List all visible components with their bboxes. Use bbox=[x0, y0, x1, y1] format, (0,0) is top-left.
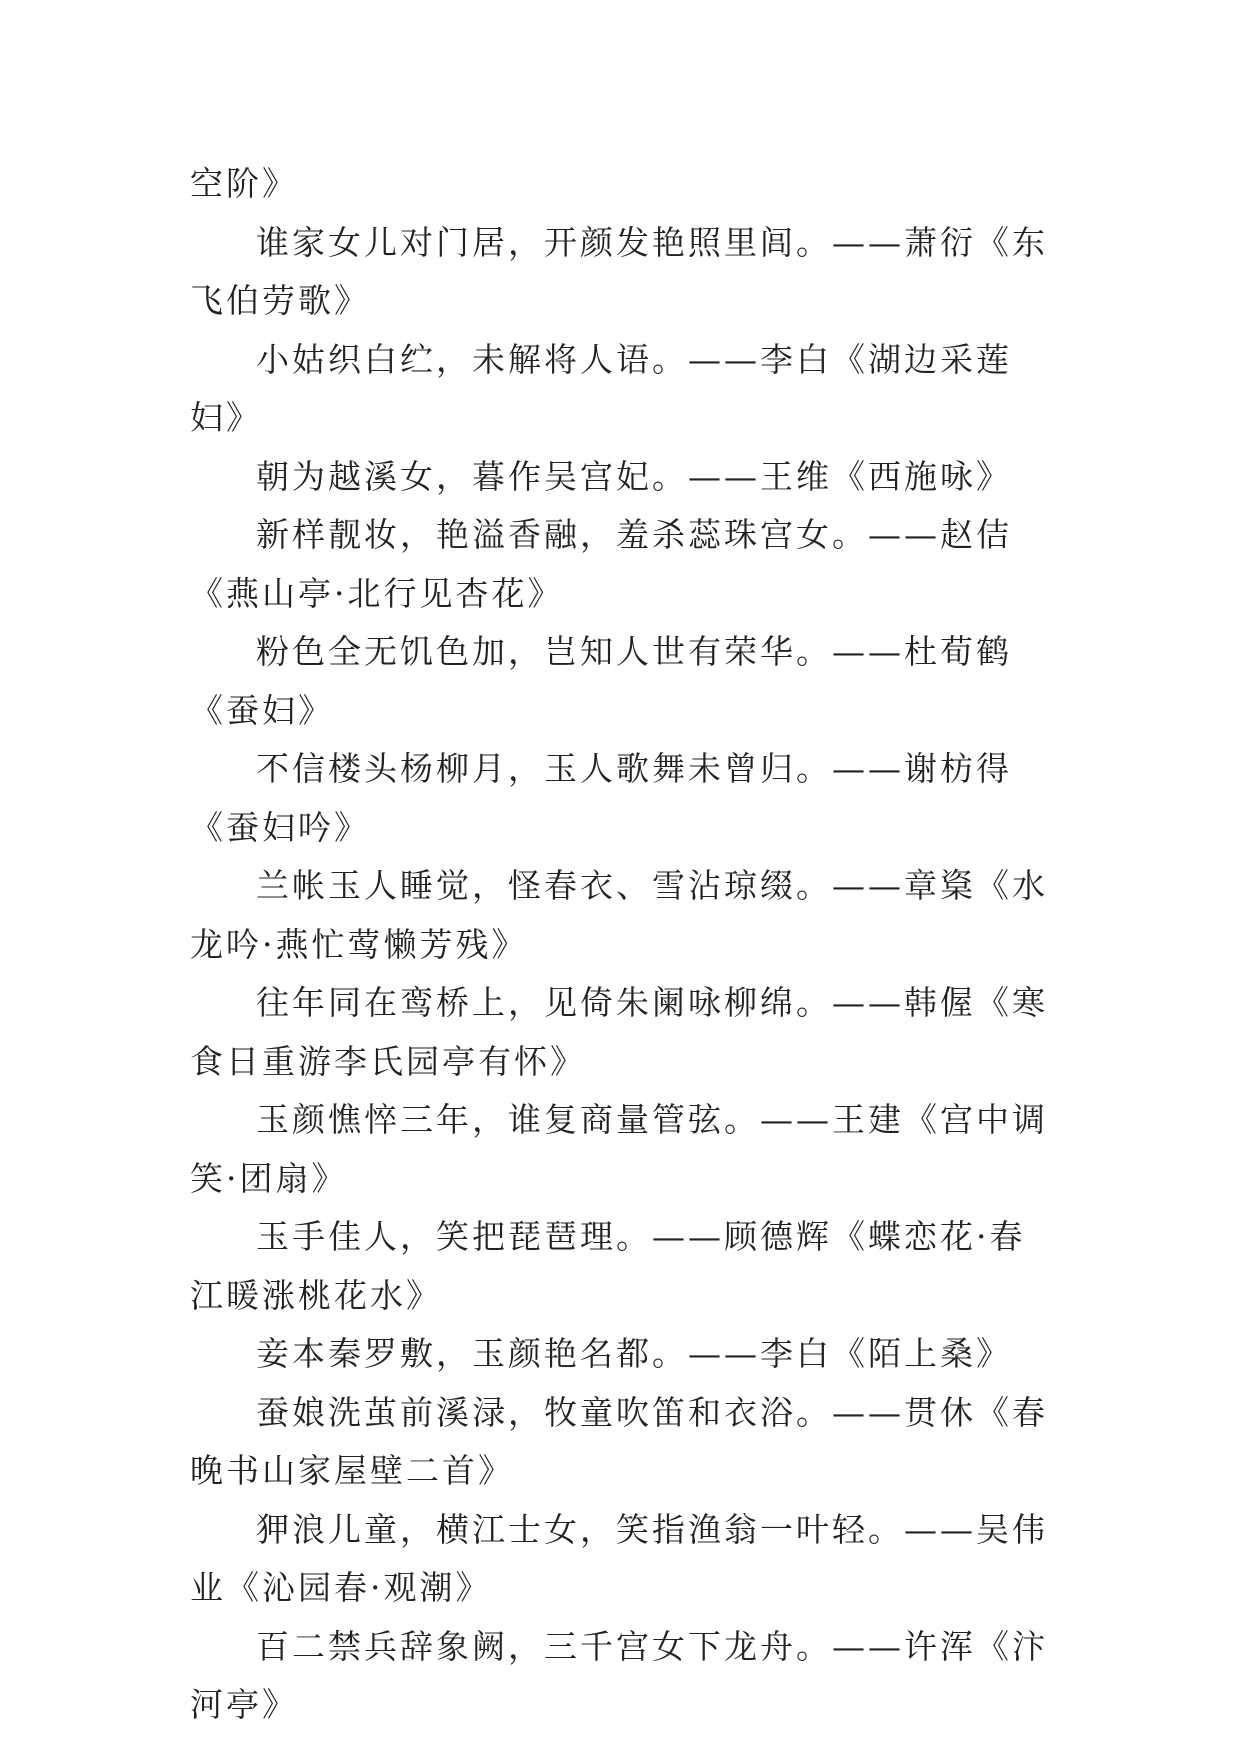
paragraph-2: 小姑织白纻，未解将人语。——李白《湖边采莲妇》 bbox=[190, 339, 1012, 437]
paragraph-8: 往年同在鸾桥上，见倚朱阑咏柳绵。——韩偓《寒食日重游李氏园亭有怀》 bbox=[190, 983, 1048, 1081]
paragraph-0: 空阶》 bbox=[190, 164, 298, 203]
paragraph-11: 妾本秦罗敷，玉颜艳名都。——李白《陌上桑》 bbox=[256, 1334, 1012, 1373]
paragraph-14: 百二禁兵辞象阙，三千宫女下龙舟。——许浑《汴河亭》 bbox=[190, 1626, 1048, 1724]
paragraph-1: 谁家女儿对门居，开颜发艳照里闾。——萧衍《东飞伯劳歌》 bbox=[190, 222, 1048, 320]
paragraph-10: 玉手佳人，笑把琵琶理。——顾德辉《蝶恋花·春江暖涨桃花水》 bbox=[190, 1217, 1026, 1315]
paragraph-9: 玉颜憔悴三年，谁复商量管弦。——王建《宫中调笑·团扇》 bbox=[190, 1100, 1048, 1198]
paragraph-12: 蚕娘洗茧前溪渌，牧童吹笛和衣浴。——贯休《春晚书山家屋壁二首》 bbox=[190, 1392, 1048, 1490]
paragraph-4: 新样靓妆，艳溢香融，羞杀蕊珠宫女。——赵佶《燕山亭·北行见杏花》 bbox=[190, 515, 1012, 613]
paragraph-13: 狎浪儿童，横江士女，笑指渔翁一叶轻。——吴伟业《沁园春·观潮》 bbox=[190, 1509, 1048, 1607]
paragraph-7: 兰帐玉人睡觉，怪春衣、雪沾琼缀。——章楶《水龙吟·燕忙莺懒芳残》 bbox=[190, 866, 1048, 964]
paragraph-6: 不信楼头杨柳月，玉人歌舞未曾归。——谢枋得《蚕妇吟》 bbox=[190, 749, 1012, 847]
paragraph-3: 朝为越溪女，暮作吴宫妃。——王维《西施咏》 bbox=[256, 456, 1012, 496]
poem-quote-list bbox=[190, 155, 1056, 1735]
paragraph-5: 粉色全无饥色加，岂知人世有荣华。——杜荀鹤《蚕妇》 bbox=[190, 632, 1012, 730]
